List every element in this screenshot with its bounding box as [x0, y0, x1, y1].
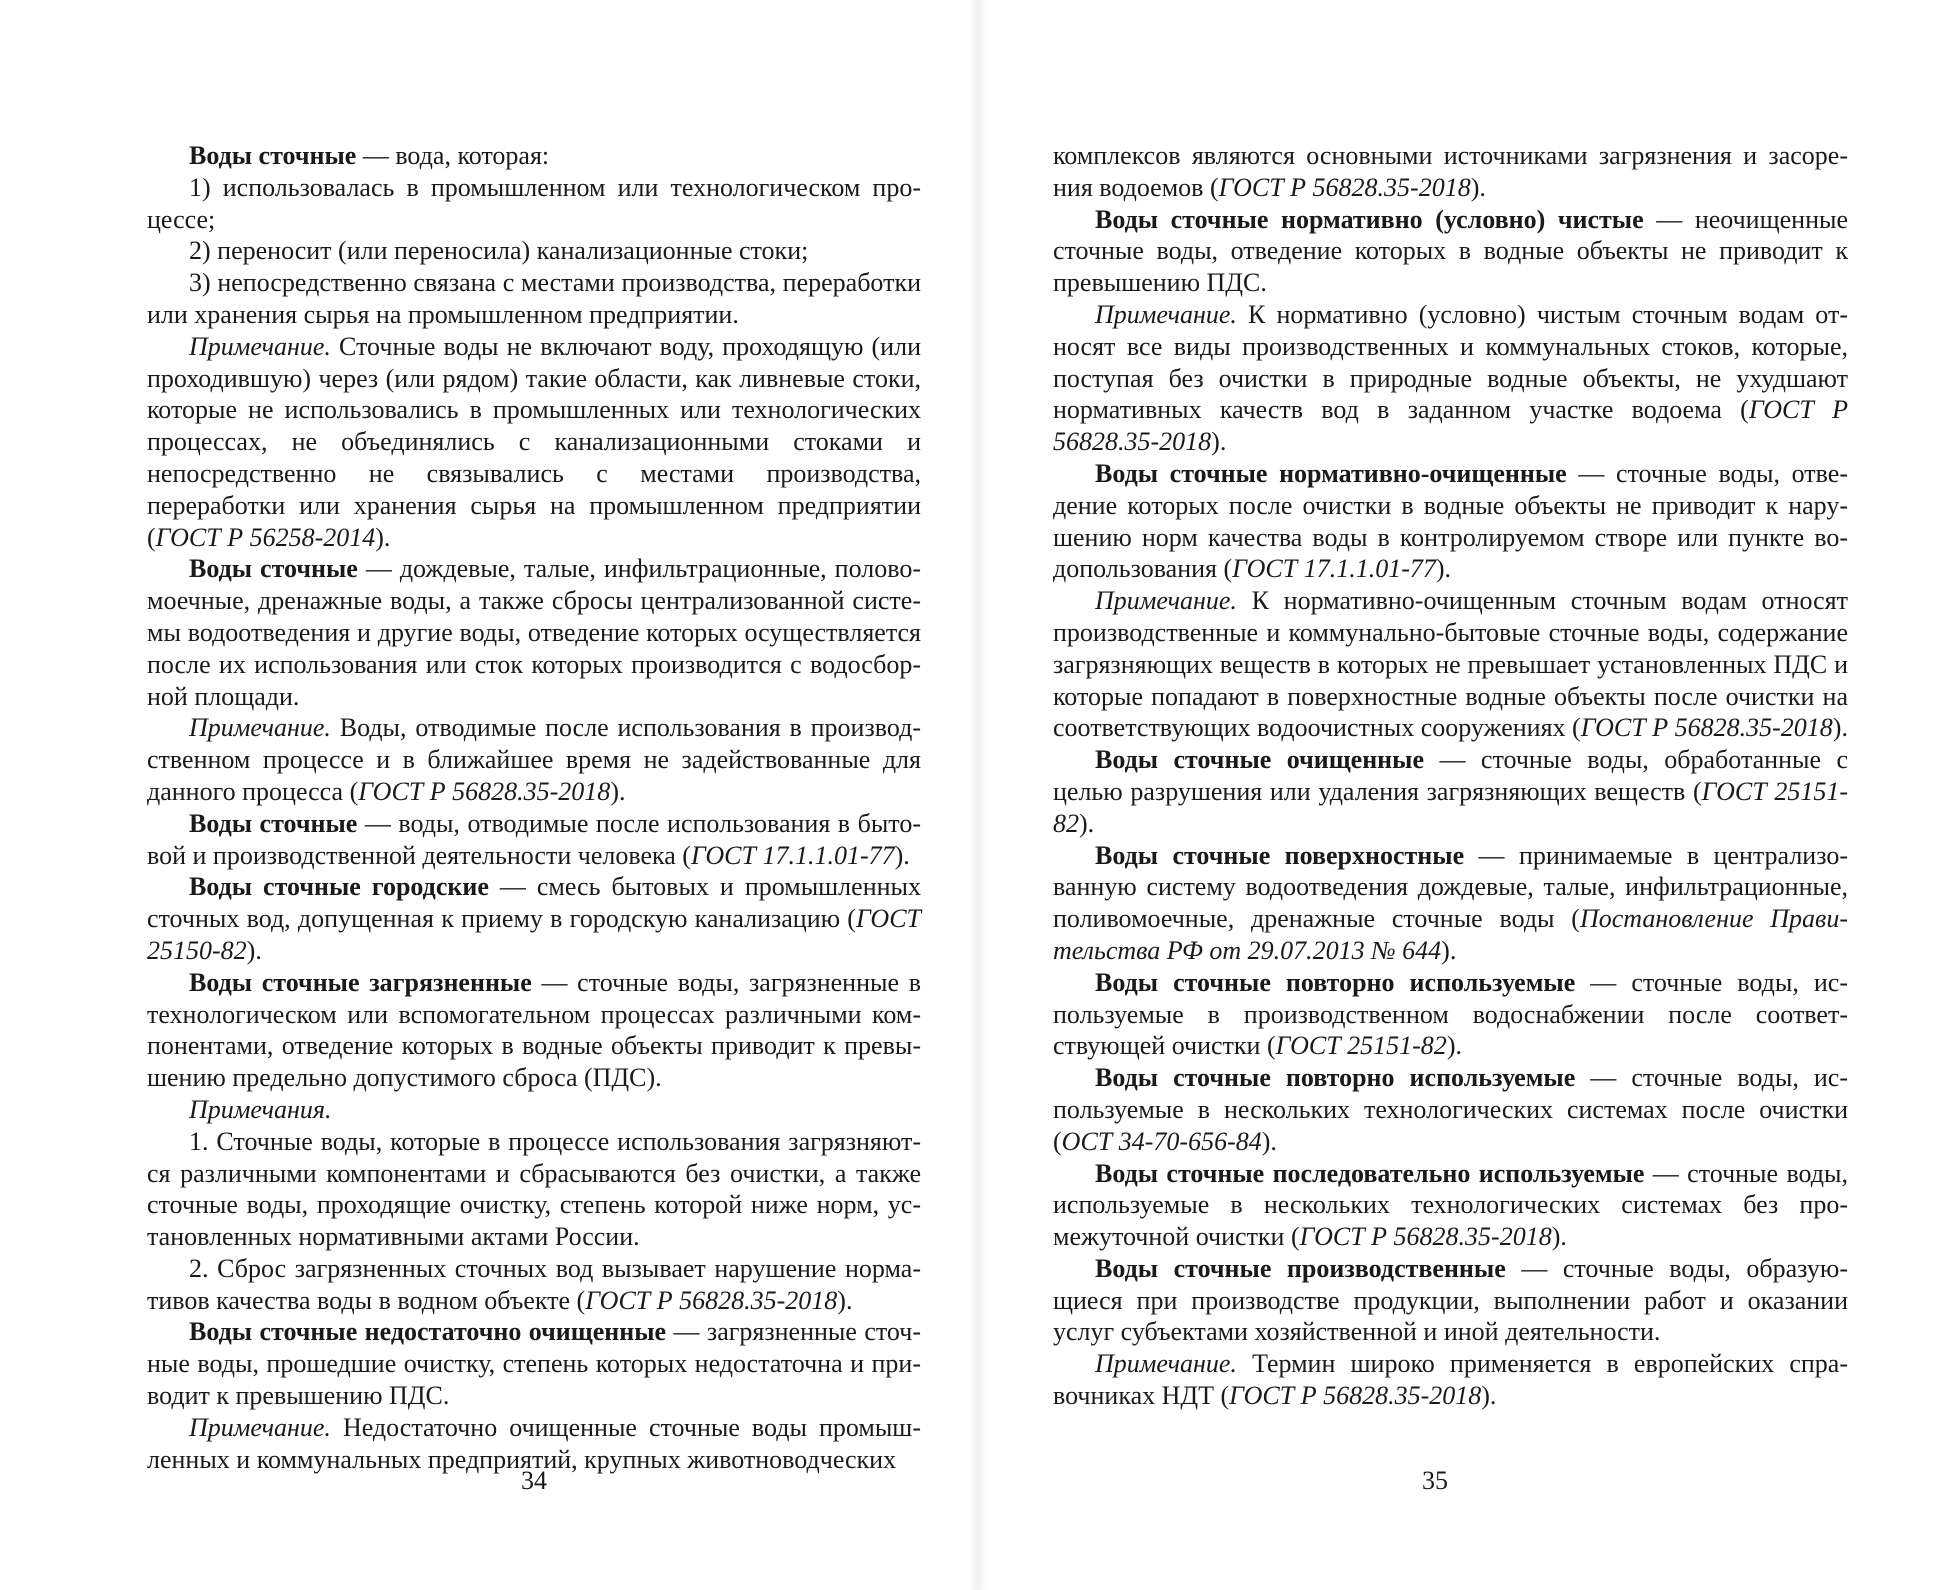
reference: ГОСТ Р 56828.35-2018: [1229, 1381, 1482, 1411]
note: Примечание. Воды, отводимые после использования в производственном процессе и в ближайшее время не задействованные для данного процесса (ГОСТ Р 56828.35-2018).: [147, 713, 921, 806]
term: Воды сточные загрязненные: [189, 967, 532, 997]
term: Воды сточные нормативно (условно) чистые: [1095, 204, 1644, 234]
paragraph: Воды сточные — дождевые, талые, инфильтрационные, половомоечные, дренажные воды, а также сбросы централизованной системы водоотведения и другие воды, отведение которых осуществляется после их использования или сток которых производится с водосборной площади.: [147, 554, 921, 711]
reference: ГОСТ Р 56828.35-2018: [1218, 172, 1471, 202]
term: Воды сточные повторно используемые: [1095, 967, 1576, 997]
term: Воды сточные очищенные: [1095, 745, 1425, 775]
note-item: 1. Сточные воды, которые в процессе использования загрязняются различными компонентами и сбрасываются без очистки, а также сточные воды, проходящие очистку, степень которой ниже норм, установленных нормативными актами России.: [147, 1126, 921, 1252]
note: Примечание. Сточные воды не включают воду, проходящую (или проходившую) через (или рядом) такие области, как ливневые стоки, которые не использовались в промышленных или технологических процессах, не объединялись с канализационными стоками и непосредственно не связывались с местами производства, переработки или хранения сырья на промышленном предприятии (ГОСТ Р 56258-2014).: [147, 331, 921, 552]
term: Воды сточные последовательно используемые: [1095, 1158, 1645, 1188]
paragraph: Воды сточные — воды, отводимые после использования в бытовой и производственной деятельности человека (ГОСТ 17.1.1.01-77).: [147, 808, 921, 870]
paragraph: Воды сточные городские — смесь бытовых и промышленных сточных вод, допущенная к приему в городскую канализацию (ГОСТ 25150-82).: [147, 872, 921, 965]
reference: ГОСТ Р 56828.35-2018: [585, 1285, 838, 1315]
right-text-column: [1053, 140, 1848, 1412]
paragraph: Воды сточные нормативно-очищенные — сточные воды, отведение которых после очистки в водные объекты не приводит к нарушению норм качества воды в контролируемом створе или пункте водопользования (ГОСТ 17.1.1.01-77).: [1053, 458, 1848, 584]
paragraph: Воды сточные нормативно (условно) чистые — неочищенные сточные воды, отведение которых в водные объекты не приводит к превышению ПДС.: [1053, 204, 1848, 298]
term: Воды сточные повторно используемые: [1095, 1063, 1576, 1093]
term: Воды сточные: [189, 554, 358, 584]
list-item: 1) использовалась в промышленном или технологическом процессе;: [147, 172, 921, 234]
note: Примечание. Термин широко применяется в европейских справочниках НДТ (ГОСТ Р 56828.35-2018).: [1053, 1349, 1848, 1411]
note: Примечание. Недостаточно очищенные сточные воды промышленных и коммунальных предприятий, крупных животноводческих: [147, 1412, 921, 1474]
term: Воды сточные нормативно-очищенные: [1095, 458, 1567, 488]
paragraph: Воды сточные загрязненные — сточные воды, загрязненные в технологическом или вспомогательном процессах различными компонентами, отведение которых в водные объекты приводит к превышению предельно допустимого сброса (ПДС).: [147, 967, 921, 1093]
note-item: 2. Сброс загрязненных сточных вод вызывает нарушение нормативов качества воды в водном объекте (ГОСТ Р 56828.35-2018).: [147, 1253, 921, 1315]
paragraph: Воды сточные поверхностные — принимаемые в централизованную систему водоотведения дождевые, талые, инфильтрационные, поливомоечные, дренажные сточные воды (Постановление Правительства РФ от 29.07.2013 № 644).: [1053, 840, 1848, 965]
term: Воды сточные городские: [189, 872, 489, 902]
note-label: Примечание.: [189, 1412, 331, 1442]
reference: ГОСТ Р 56828.35-2018: [358, 776, 611, 806]
paragraph: Воды сточные — вода, которая:: [189, 141, 550, 170]
paragraph: Воды сточные повторно используемые — сточные воды, используемые в нескольких технологических системах после очистки (ОСТ 34-70-656-84).: [1053, 1063, 1848, 1156]
page-number: 35: [1422, 1466, 1448, 1495]
paragraph: Воды сточные производственные — сточные воды, образующиеся при производстве продукции, выполнении работ и оказании услуг субъектами хозяйственной и иной деятельности.: [1053, 1253, 1848, 1347]
term: Воды сточные производственные: [1095, 1253, 1506, 1283]
list-item: 3) непосредственно связана с местами производства, переработки или хранения сырья на промышленном предприятии.: [147, 268, 921, 329]
reference: ГОСТ 25150-82: [147, 904, 921, 965]
term: Воды сточные недостаточно очищенные: [189, 1317, 667, 1347]
paragraph: Воды сточные недостаточно очищенные — загрязненные сточные воды, прошедшие очистку, степень которых недостаточна и приводит к превышению ПДС.: [147, 1317, 921, 1411]
note-label: Примечание.: [189, 331, 331, 361]
reference: ГОСТ 17.1.1.01-77: [690, 840, 895, 870]
note-label: Примечание.: [189, 713, 331, 743]
page-number: 34: [521, 1466, 547, 1495]
reference: ГОСТ Р 56828.35-2018: [1580, 713, 1833, 743]
paragraph: Воды сточные последовательно используемые — сточные воды, используемые в нескольких технологических системах без промежуточной очистки (ГОСТ Р 56828.35-2018).: [1053, 1158, 1848, 1252]
paragraph: Воды сточные повторно используемые — сточные воды, используемые в производственном водоснабжении после соответствующей очистки (ГОСТ 25151-82).: [1053, 967, 1848, 1061]
reference: ГОСТ Р 56828.35-2018: [1299, 1222, 1552, 1252]
term: Воды сточные: [189, 141, 357, 170]
note-label: Примечание.: [1095, 586, 1237, 616]
reference: Постановление Правительства РФ от 29.07.2013 № 644: [1053, 904, 1848, 965]
left-text-column: [147, 140, 921, 1475]
paragraph-continuation: комплексов являются основными источниками загрязнения и засорения водоемов (ГОСТ Р 56828.35-2018).: [1053, 141, 1848, 202]
note-label: Примечание.: [1095, 1349, 1237, 1379]
note-label: Примечание.: [1095, 299, 1237, 329]
reference: ГОСТ Р 56828.35-2018: [1053, 395, 1848, 457]
reference: ГОСТ 17.1.1.01-77: [1232, 554, 1436, 584]
note: Примечание. К нормативно (условно) чистым сточным водам относят все виды производственных и коммунальных стоков, которые, поступая без очистки в природные водные объекты, не ухудшают нормативных качеств вод в заданном участке водоема (ГОСТ Р 56828.35-2018).: [1053, 299, 1848, 457]
term: Воды сточные поверхностные: [1095, 840, 1465, 870]
reference: ГОСТ 25151-82: [1053, 776, 1848, 838]
term: Воды сточные: [189, 808, 358, 838]
reference: ГОСТ 25151-82: [1275, 1031, 1447, 1061]
note-heading: Примечания.: [189, 1094, 332, 1124]
list-item: 2) переносит (или переносила) канализационные стоки;: [189, 236, 809, 266]
paragraph: Воды сточные очищенные — сточные воды, обработанные с целью разрушения или удаления загрязняющих веществ (ГОСТ 25151-82).: [1053, 745, 1848, 838]
right-page: [978, 0, 1955, 1590]
reference: ОСТ 34-70-656-84: [1061, 1126, 1262, 1156]
reference: ГОСТ Р 56258-2014: [155, 522, 376, 552]
note: Примечание. К нормативно-очищенным сточным водам относят производственные и коммунально-бытовые сточные воды, содержание загрязняющих веществ в которых не превышает установленных ПДС и которые попадают в поверхностные водные объекты после очистки на соответствующих водоочистных сооружениях (ГОСТ Р 56828.35-2018).: [1053, 586, 1848, 743]
